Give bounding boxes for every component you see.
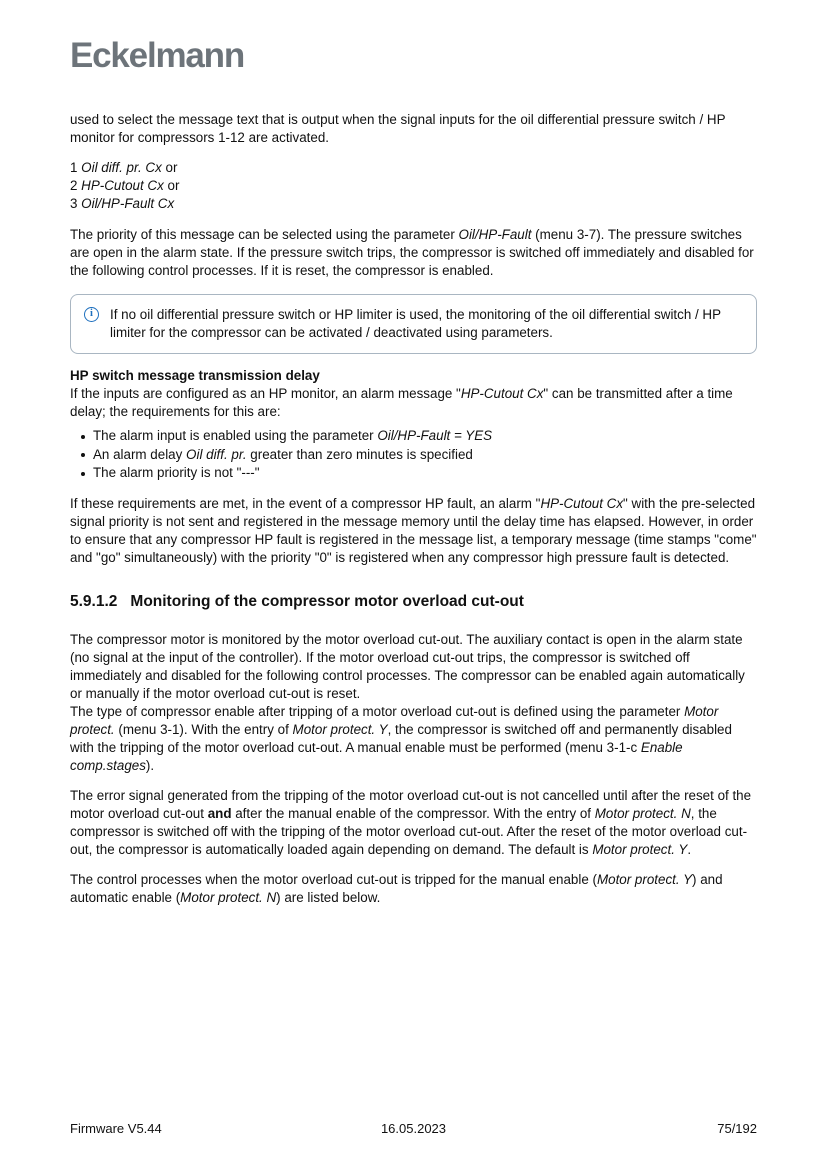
info-icon: i <box>84 307 99 322</box>
footer-firmware-version: Firmware V5.44 <box>70 1121 162 1136</box>
hp-delay-heading: HP switch message transmission delay <box>70 368 320 383</box>
requirement-item-1: The alarm input is enabled using the parameter Oil/HP-Fault = YES <box>70 427 757 446</box>
message-options-list <box>70 159 757 213</box>
requirement-item-3: The alarm priority is not "---" <box>70 464 757 483</box>
document-body <box>70 111 757 907</box>
section-number: 5.9.1.2 <box>70 592 118 610</box>
motor-paragraph-3: The control processes when the motor overload cut-out is tripped for the manual enable (Motor protect. Y) and automatic enable (Motor protect. N) are listed below. <box>70 871 723 905</box>
intro-paragraph: used to select the message text that is output when the signal inputs for the oil differential pressure switch / HP monitor for compressors 1-12 are activated. <box>70 112 726 145</box>
hp-delay-intro: If the inputs are configured as an HP monitor, an alarm message "HP-Cutout Cx" can be transmitted after a time delay; the requirements for this are: <box>70 386 733 419</box>
page-footer <box>70 1121 757 1136</box>
section-heading <box>70 592 757 612</box>
message-option-1: 1 Oil diff. pr. Cx or <box>70 160 178 175</box>
message-option-3: 3 Oil/HP-Fault Cx <box>70 196 175 211</box>
priority-paragraph: The priority of this message can be selected using the parameter Oil/HP-Fault (menu 3-7). The pressure switches are open in the alarm state. If the pressure switch trips, the compressor is switched off immediately and disabled for the following control processes. If it is reset, the compressor is enabled. <box>70 227 754 278</box>
motor-paragraph-2: The error signal generated from the tripping of the motor overload cut-out is not cancelled until after the reset of the motor overload cut-out and after the manual enable of the compressor. With the entry of Motor protect. N, the compressor is switched off with the tripping of the motor overload cut-out. After the reset of the motor overload cut-out, the compressor is automatically loaded again depending on demand. The default is Motor protect. Y. <box>70 787 752 857</box>
message-option-2: 2 HP-Cutout Cx or <box>70 178 180 193</box>
eckelmann-logo: Eckelmann <box>70 36 245 75</box>
motor-paragraph-1a: The compressor motor is monitored by the motor overload cut-out. The auxiliary contact is open in the alarm state (no signal at the input of the controller). If the motor overload cut-out trips, the compressor is switched off immediately and disabled for the following control processes. The compressor can be enabled again automatically or manually if the motor overload cut-out is reset. <box>70 631 745 701</box>
footer-date: 16.05.2023 <box>380 1121 447 1136</box>
requirements-list <box>70 427 757 483</box>
section-title: Monitoring of the compressor motor overload cut-out <box>130 592 524 610</box>
motor-paragraph-1b: The type of compressor enable after tripping of a motor overload cut-out is defined using the parameter Motor protect. (menu 3-1). With the entry of Motor protect. Y, the compressor is switched off and permanently disabled with the tripping of the motor overload cut-out. A manual enable must be performed (menu 3-1-c Enable comp.stages). <box>70 703 732 773</box>
info-note-text: If no oil differential pressure switch or HP limiter is used, the monitoring of the oil differential switch / HP limiter for the compressor can be activated / deactivated using parameters. <box>110 307 721 340</box>
info-note-box <box>70 294 757 354</box>
hp-delay-body-paragraph: If these requirements are met, in the event of a compressor HP fault, an alarm "HP-Cutout Cx" with the pre-selected signal priority is not sent and registered in the message memory until the delay time has elapsed. However, in order to ensure that any compressor HP fault is registered in the message list, a temporary message (time stamps "come" and "go" simultaneously) with the priority "0" is registered when any compressor high pressure fault is detected. <box>70 495 757 565</box>
footer-page-number: 75/192 <box>717 1121 757 1136</box>
requirement-item-2: An alarm delay Oil diff. pr. greater than zero minutes is specified <box>70 446 757 465</box>
